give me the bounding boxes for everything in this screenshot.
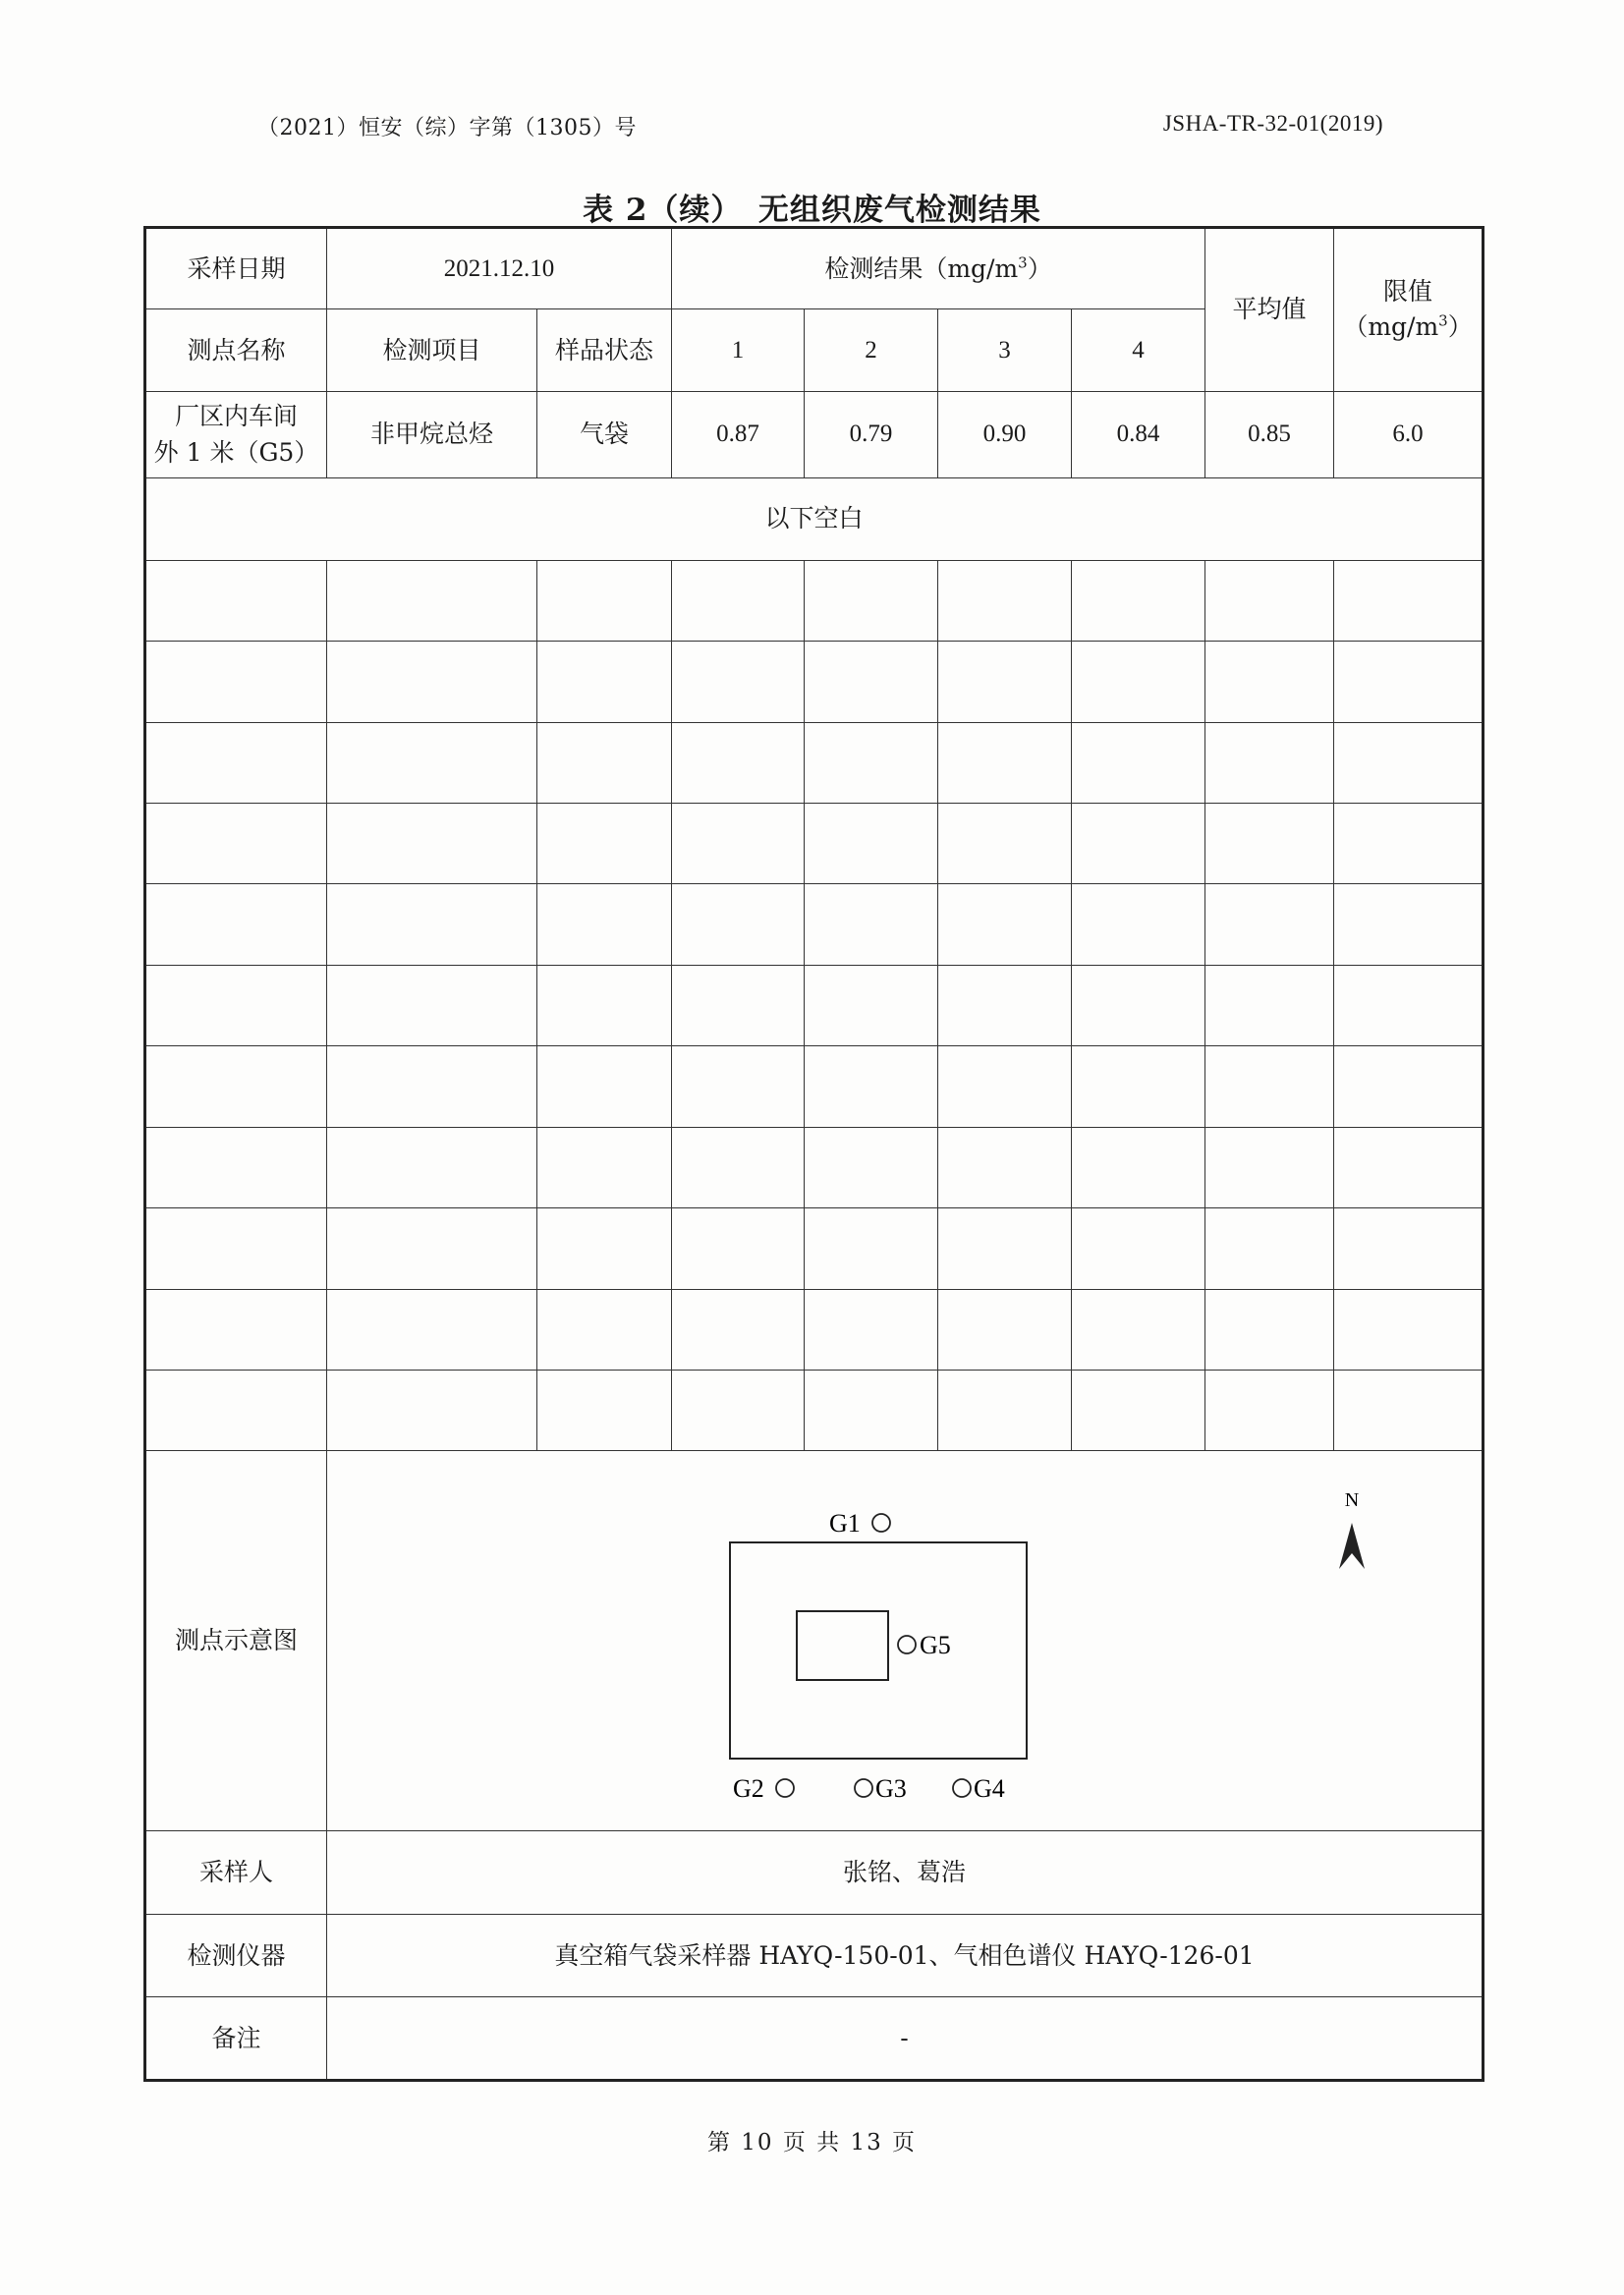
- empty-cell: [805, 560, 938, 641]
- empty-cell: [327, 965, 537, 1045]
- north-label: N: [1344, 1489, 1360, 1512]
- instrument-label: 检测仪器: [145, 1914, 327, 1996]
- empty-cell: [1334, 1371, 1484, 1451]
- empty-cell: [145, 1289, 327, 1370]
- north-arrow-icon: [1339, 1523, 1365, 1569]
- result-col-4: 4: [1072, 309, 1205, 391]
- empty-cell: [1205, 1208, 1334, 1289]
- empty-cell: [1334, 722, 1484, 803]
- empty-cell: [805, 1371, 938, 1451]
- empty-cell: [805, 1046, 938, 1127]
- empty-row: [145, 1046, 1484, 1127]
- empty-cell: [327, 1046, 537, 1127]
- empty-cell: [672, 1127, 805, 1207]
- empty-cell: [145, 965, 327, 1045]
- empty-cell: [938, 804, 1072, 884]
- empty-cell: [145, 1371, 327, 1451]
- table-title: 表 2（续） 无组织废气检测结果: [583, 193, 1041, 228]
- empty-cell: [672, 804, 805, 884]
- empty-cell: [805, 1127, 938, 1207]
- empty-cell: [938, 1208, 1072, 1289]
- empty-cell: [1334, 560, 1484, 641]
- empty-cell: [1205, 1046, 1334, 1127]
- empty-row: [145, 1208, 1484, 1289]
- empty-cell: [327, 560, 537, 641]
- limit-unit: $(mg/m^3)$: [1343, 312, 1473, 342]
- empty-cell: [537, 1127, 672, 1207]
- empty-row: [145, 722, 1484, 803]
- empty-cell: [1072, 884, 1205, 965]
- empty-cell: [1205, 1127, 1334, 1207]
- empty-cell: [1334, 1289, 1484, 1370]
- point-marker-g2: [776, 1779, 794, 1797]
- empty-cell: [805, 1208, 938, 1289]
- empty-cell: [537, 722, 672, 803]
- empty-cell: [537, 804, 672, 884]
- page-number: 第 10 页 共 13 页: [706, 2130, 918, 2155]
- empty-cell: [537, 965, 672, 1045]
- empty-cell: [1205, 884, 1334, 965]
- empty-cell: [537, 1208, 672, 1289]
- empty-cell: [1334, 1046, 1484, 1127]
- empty-cell: [327, 1127, 537, 1207]
- sampler-row: [145, 1831, 1484, 1914]
- empty-cell: [1205, 965, 1334, 1045]
- empty-row: [145, 642, 1484, 722]
- instrument-value: 真空箱气袋采样器 HAYQ-150-01、气相色谱仪 HAYQ-126-01: [327, 1914, 1484, 1996]
- point-label-g4: G4: [974, 1774, 1005, 1804]
- result-2: 0.79: [805, 391, 938, 477]
- remarks-value: -: [327, 1997, 1484, 2081]
- sample-state: 气袋: [537, 391, 672, 477]
- point-marker-g5: [898, 1636, 916, 1653]
- empty-cell: [938, 884, 1072, 965]
- instrument-row: [145, 1914, 1484, 1996]
- empty-cell: [672, 560, 805, 641]
- limit-label: 限值: [1383, 277, 1433, 307]
- empty-cell: [537, 560, 672, 641]
- limit-header: [1334, 228, 1484, 392]
- empty-cell: [537, 1371, 672, 1451]
- limit-value: 6.0: [1334, 391, 1484, 477]
- empty-cell: [1072, 1046, 1205, 1127]
- empty-cell: [1072, 1371, 1205, 1451]
- empty-cell: [938, 722, 1072, 803]
- empty-row: [145, 1289, 1484, 1370]
- empty-cell: [672, 642, 805, 722]
- average-header: 平均值: [1205, 228, 1334, 392]
- point-name-label: 测点名称: [145, 309, 327, 391]
- empty-cell: [938, 1127, 1072, 1207]
- empty-cell: [938, 1371, 1072, 1451]
- empty-cell: [938, 965, 1072, 1045]
- results-table-wrapper: [143, 226, 1482, 2082]
- point-label-g2: G2: [733, 1774, 764, 1804]
- remarks-row: [145, 1997, 1484, 2081]
- empty-row: [145, 1371, 1484, 1451]
- point-name: [145, 391, 327, 477]
- empty-cell: [327, 722, 537, 803]
- empty-cell: [938, 1289, 1072, 1370]
- empty-cell: [145, 804, 327, 884]
- empty-cell: [1334, 1127, 1484, 1207]
- empty-cell: [1205, 1371, 1334, 1451]
- empty-cell: [805, 965, 938, 1045]
- empty-cell: [805, 804, 938, 884]
- result-3: 0.90: [938, 391, 1072, 477]
- point-marker-g1: [872, 1514, 890, 1532]
- empty-cell: [537, 1046, 672, 1127]
- empty-cell: [1205, 560, 1334, 641]
- empty-cell: [672, 1208, 805, 1289]
- result-col-1: 1: [672, 309, 805, 391]
- empty-cell: [327, 804, 537, 884]
- empty-cell: [1072, 1289, 1205, 1370]
- point-label-g1: G1: [829, 1509, 861, 1539]
- empty-cell: [537, 1289, 672, 1370]
- empty-cell: [1072, 560, 1205, 641]
- diagram-label: 测点示意图: [145, 1451, 327, 1831]
- empty-cell: [145, 1127, 327, 1207]
- empty-cell: [327, 642, 537, 722]
- empty-cell: [1334, 884, 1484, 965]
- results-header: 检测结果$(mg/m^3)$: [672, 228, 1205, 309]
- header-row-1: [145, 228, 1484, 309]
- results-table: [143, 226, 1484, 2082]
- empty-cell: [145, 642, 327, 722]
- item-label: 检测项目: [327, 309, 537, 391]
- empty-cell: [1334, 804, 1484, 884]
- blank-note-row: [145, 478, 1484, 560]
- point-name-line-2: 外 1 米（G5）: [153, 437, 319, 467]
- diagram-cell: [327, 1451, 1484, 1831]
- empty-cell: [1334, 642, 1484, 722]
- empty-cell: [672, 884, 805, 965]
- empty-cell: [537, 642, 672, 722]
- empty-cell: [672, 722, 805, 803]
- diagram-row: [145, 1451, 1484, 1831]
- document-code: JSHA-TR-32-01(2019): [1162, 111, 1383, 136]
- empty-cell: [327, 884, 537, 965]
- empty-cell: [672, 1289, 805, 1370]
- remarks-label: 备注: [145, 1997, 327, 2081]
- plant-boundary: [730, 1542, 1027, 1759]
- point-name-line-1: 厂区内车间: [174, 402, 298, 431]
- empty-cell: [805, 1289, 938, 1370]
- point-label-g3: G3: [875, 1774, 907, 1804]
- empty-cell: [1334, 1208, 1484, 1289]
- empty-cell: [327, 1289, 537, 1370]
- empty-cell: [145, 722, 327, 803]
- result-col-2: 2: [805, 309, 938, 391]
- empty-cell: [672, 965, 805, 1045]
- point-marker-g3: [855, 1779, 872, 1797]
- empty-cell: [1072, 642, 1205, 722]
- empty-cell: [145, 1046, 327, 1127]
- sampler-value: 张铭、葛浩: [327, 1831, 1484, 1914]
- empty-cell: [145, 884, 327, 965]
- empty-row: [145, 884, 1484, 965]
- average-value: 0.85: [1205, 391, 1334, 477]
- empty-cell: [938, 642, 1072, 722]
- empty-cell: [672, 1371, 805, 1451]
- empty-cell: [672, 1046, 805, 1127]
- empty-cell: [1205, 722, 1334, 803]
- sampler-label: 采样人: [145, 1831, 327, 1914]
- sampling-date-label: 采样日期: [145, 228, 327, 309]
- sampling-date-value: 2021.12.10: [327, 228, 672, 309]
- empty-cell: [1072, 965, 1205, 1045]
- empty-cell: [327, 1208, 537, 1289]
- empty-row: [145, 1127, 1484, 1207]
- report-number: （2021）恒安（综）字第（1305）号: [257, 116, 637, 140]
- sampling-point-diagram: [327, 1451, 1482, 1829]
- sample-state-label: 样品状态: [537, 309, 672, 391]
- empty-cell: [1205, 1289, 1334, 1370]
- empty-cell: [1072, 804, 1205, 884]
- empty-cell: [1072, 1127, 1205, 1207]
- empty-cell: [938, 560, 1072, 641]
- empty-cell: [1072, 1208, 1205, 1289]
- empty-cell: [805, 642, 938, 722]
- empty-cell: [805, 722, 938, 803]
- empty-cell: [327, 1371, 537, 1451]
- result-1: 0.87: [672, 391, 805, 477]
- empty-cell: [537, 884, 672, 965]
- empty-cell: [1334, 965, 1484, 1045]
- point-label-g5: G5: [920, 1631, 951, 1660]
- empty-cell: [145, 560, 327, 641]
- result-4: 0.84: [1072, 391, 1205, 477]
- empty-row: [145, 560, 1484, 641]
- test-item: 非甲烷总烃: [327, 391, 537, 477]
- empty-cell: [1072, 722, 1205, 803]
- workshop-building: [797, 1611, 888, 1680]
- blank-note: 以下空白: [145, 478, 1484, 560]
- empty-cell: [145, 1208, 327, 1289]
- table-row: [145, 391, 1484, 477]
- empty-cell: [938, 1046, 1072, 1127]
- empty-row: [145, 804, 1484, 884]
- empty-cell: [805, 884, 938, 965]
- result-col-3: 3: [938, 309, 1072, 391]
- empty-cell: [1205, 804, 1334, 884]
- empty-row: [145, 965, 1484, 1045]
- point-marker-g4: [953, 1779, 971, 1797]
- empty-cell: [1205, 642, 1334, 722]
